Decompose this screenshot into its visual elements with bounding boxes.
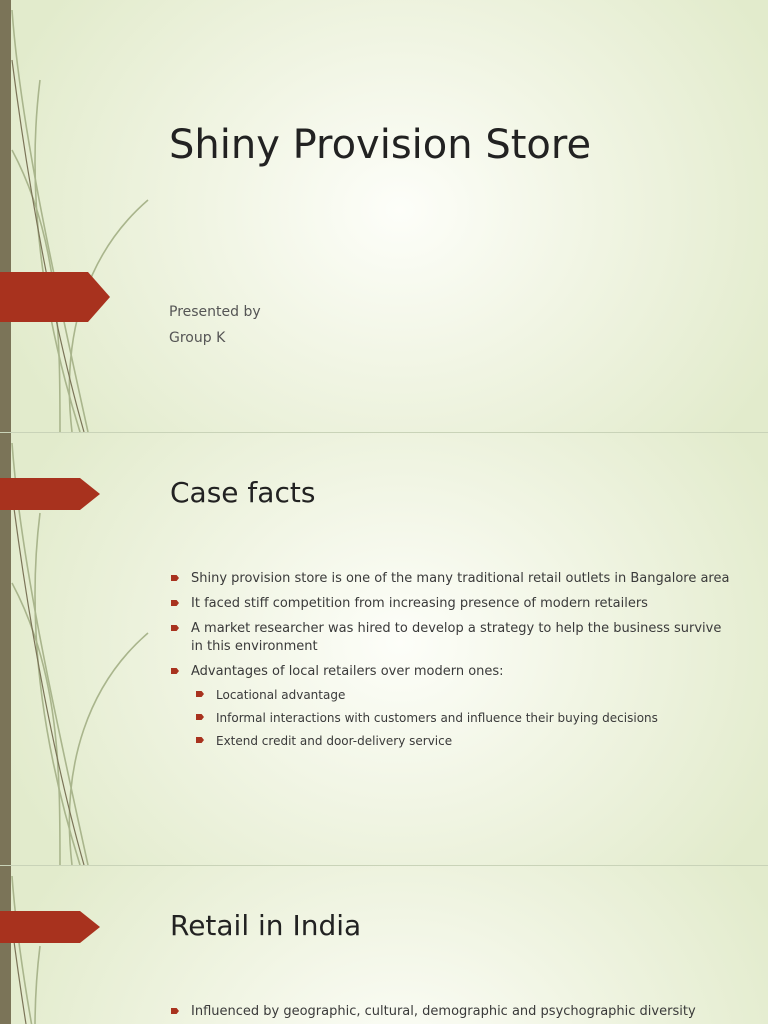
slide-marker-icon — [0, 911, 100, 943]
slide-retail-india[interactable] — [0, 866, 768, 1024]
bullet-arrow-icon — [171, 625, 179, 631]
slide-case-facts[interactable] — [0, 433, 768, 865]
slide-title-text: Shiny Provision Store — [169, 122, 592, 168]
bullet-list — [170, 1003, 730, 1024]
decorative-swirl-icon — [0, 0, 200, 432]
list-item: Shiny provision store is one of the many traditional retail outlets in Bangalore area — [170, 570, 730, 588]
decorative-swirl-icon — [0, 866, 200, 1024]
bullet-arrow-icon — [196, 737, 204, 743]
slide-title-text: Case facts — [170, 476, 316, 509]
bullet-arrow-icon — [196, 714, 204, 720]
bullet-arrow-icon — [171, 575, 179, 581]
bullet-arrow-icon — [171, 1008, 179, 1014]
slide-title[interactable] — [0, 0, 768, 432]
group-name: Group K — [169, 330, 226, 346]
slide-title-text: Retail in India — [170, 909, 362, 942]
slide-marker-icon — [0, 478, 100, 510]
bullet-arrow-icon — [171, 668, 179, 674]
list-item: Locational advantage — [191, 686, 730, 704]
presenter-label: Presented by — [169, 304, 261, 320]
list-item: Extend credit and door-delivery service — [191, 732, 730, 750]
sub-bullet-list — [191, 686, 730, 750]
bullet-arrow-icon — [196, 691, 204, 697]
list-item: A market researcher was hired to develop a strategy to help the business survive in this environment — [170, 620, 730, 656]
list-item: Influenced by geographic, cultural, demographic and psychographic diversity — [170, 1003, 730, 1021]
list-item: Advantages of local retailers over modern ones: Locational advantage Informal interactions with customers and influence their buying decisions Extend credit and door-delivery service — [170, 663, 730, 750]
bullet-arrow-icon — [171, 600, 179, 606]
bullet-list — [170, 570, 730, 757]
list-item: It faced stiff competition from increasing presence of modern retailers — [170, 595, 730, 613]
list-item: Informal interactions with customers and influence their buying decisions — [191, 709, 730, 727]
slide-marker-icon — [0, 272, 110, 322]
